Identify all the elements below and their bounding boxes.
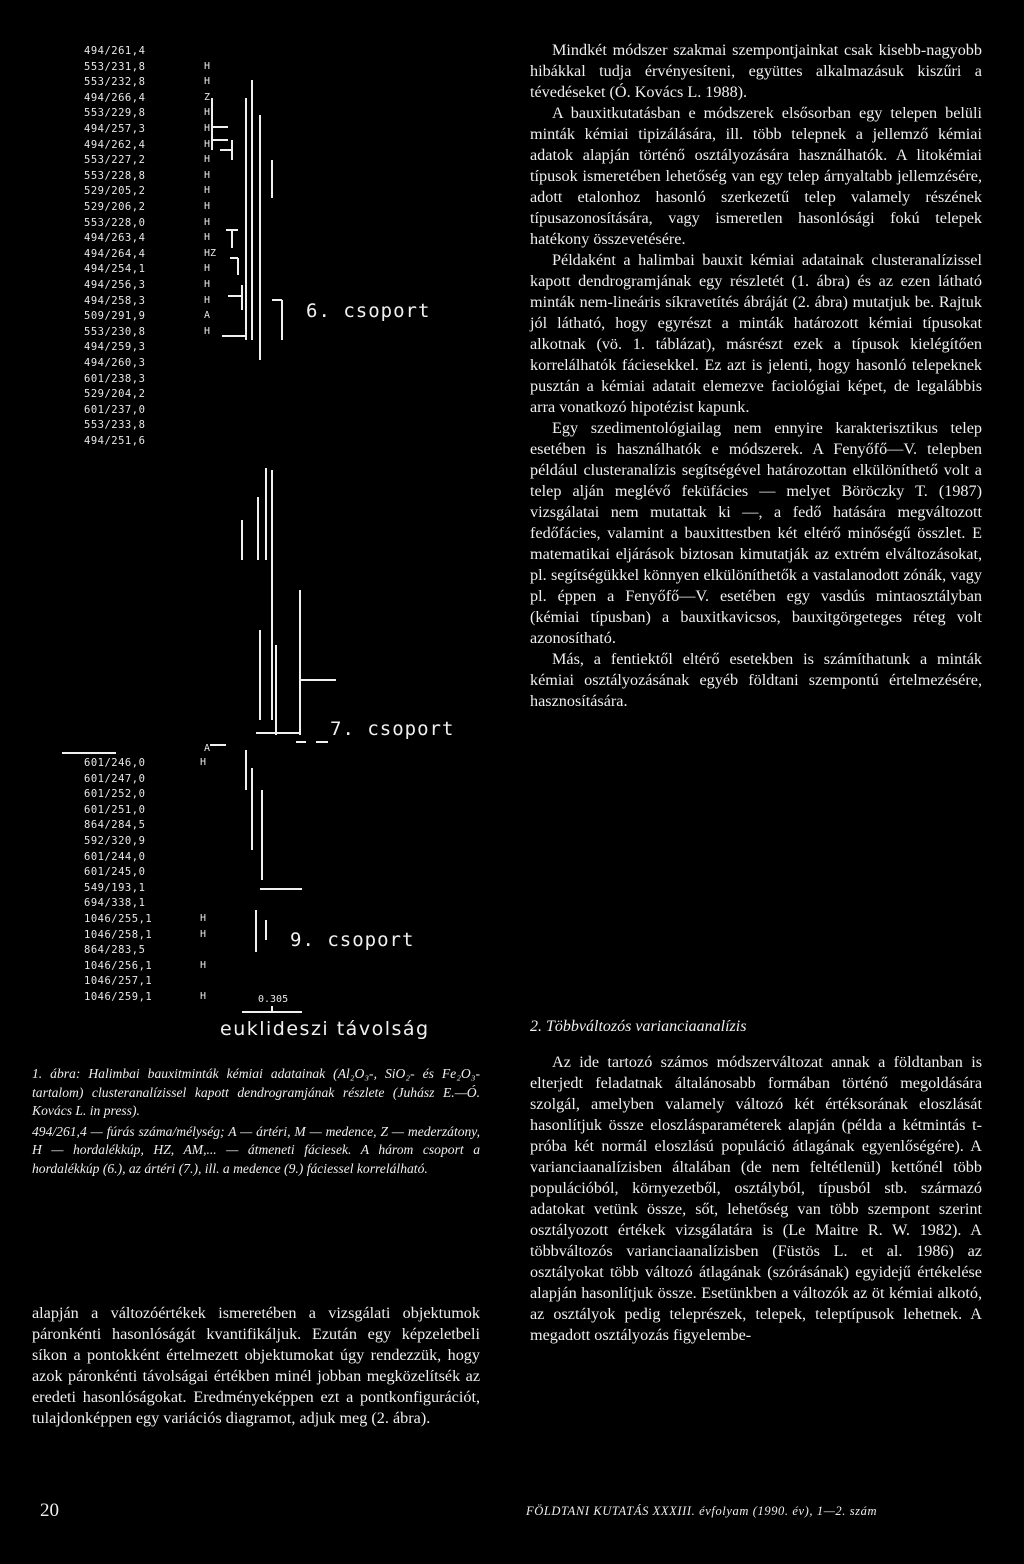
- dendrogram-figure: [0, 0, 520, 1060]
- group1-sample-facies-code: H: [204, 76, 211, 88]
- group1-sample-label: 553/233,8: [84, 419, 146, 432]
- figure-caption: [32, 1065, 480, 1179]
- group1-sample-label: 529/204,2: [84, 388, 146, 401]
- group2-sample-facies-code: H: [200, 991, 207, 1002]
- group1-sample-label: 494/257,3: [84, 123, 146, 135]
- journal-footer: FÖLDTANI KUTATÁS XXXIII. évfolyam (1990. év), 1—2. szám: [526, 1504, 878, 1518]
- right-paragraph: Példaként a halimbai bauxit kémiai adatainak clusteranalízissel kapott dendrogramjának egy részletét (1. ábra) és az ezen látható minták nem-lineáris síkravetítés ábráját (2. ábra) mutatjuk be. Rajtuk jól látható, hogy egyrészt a minták határozott kémiai típusokat alkotnak (vö. 1. táblázat), másrészt ezek a típusok kielégítően korrelálhatók fáciesekkel. Ez azt is jelenti, hogy hasonló telepeknek pusztán a kémiai adatait elemezve faciológiai képet, de legalábbis arra vonatkozó hipotézist kapunk.: [530, 251, 982, 416]
- group1-sample-label: 494/262,4: [84, 138, 146, 151]
- group2-sample-label: 1046/256,1: [84, 959, 153, 972]
- group2-sample-label: 1046/259,1: [84, 991, 153, 1003]
- group1-sample-label: 494/254,1: [84, 263, 146, 276]
- group1-sample-label: 494/259,3: [84, 341, 146, 354]
- group2-sample-label: 1046/257,1: [84, 975, 153, 988]
- right-column-text: [530, 40, 982, 712]
- group1-sample-label: 494/266,4: [84, 91, 146, 104]
- group1-sample-label: 494/260,3: [84, 357, 146, 369]
- group-label-9: 9. csoport: [290, 929, 415, 951]
- group2-sample-label: 1046/258,1: [84, 928, 153, 941]
- group1-sample-label: 494/264,4: [84, 247, 146, 260]
- group1-sample-facies-code: H: [204, 279, 211, 290]
- group1-sample-facies-code: H: [204, 169, 211, 181]
- group2-sample-label: 694/338,1: [84, 897, 146, 910]
- group1-sample-facies-code: H: [204, 263, 211, 275]
- scale-value: 0.305: [258, 994, 289, 1005]
- group2-sample-label: 601/247,0: [84, 772, 146, 785]
- group1-sample-label: 553/229,8: [84, 107, 146, 120]
- group1-sample-label: 601/237,0: [84, 403, 146, 416]
- group1-sample-label: 601/238,3: [84, 372, 146, 385]
- group1-sample-label: 509/291,9: [84, 310, 146, 323]
- group1-sample-label: 494/263,4: [84, 232, 146, 245]
- caption-title: 1. ábra: Halimbai bauxitminták kémiai adatainak (Al₂O₃-, SiO₂- és Fe₂O₃-tartalom) clusteranalízissel kapott dendrogramjának részlete (Juhász E.—Ó. Kovács L. in press).: [32, 1066, 480, 1119]
- group2-sample-label: 601/251,0: [84, 803, 146, 816]
- group2-sample-label: 864/284,5: [84, 819, 146, 832]
- group2-sample-facies-code: H: [200, 757, 207, 768]
- group1-sample-facies-code: H: [204, 216, 211, 228]
- group1-sample-label: 553/230,8: [84, 325, 146, 338]
- group2-sample-facies-code: H: [200, 913, 207, 924]
- group2-sample-label: 601/252,0: [84, 788, 146, 801]
- am-code: A: [204, 743, 211, 754]
- group2-sample-label: 592/320,9: [84, 835, 146, 847]
- group2-sample-label: 601/245,0: [84, 866, 146, 879]
- group2-sample-facies-code: H: [200, 928, 207, 940]
- group1-sample-label: 529/206,2: [84, 201, 146, 213]
- group1-sample-label: 494/258,3: [84, 294, 146, 307]
- dendrogram-lines: [0, 0, 520, 1060]
- group1-sample-facies-code: H: [204, 201, 211, 212]
- right-paragraph: Más, a fentiektől eltérő esetekben is számíthatunk a minták kémiai osztályozásának egyéb földtani szempontú értelmezésére, hasznosítására.: [530, 650, 982, 710]
- group1-sample-facies-code: H: [204, 294, 211, 306]
- group1-sample-facies-code: H: [204, 232, 211, 244]
- group-label-7: 7. csoport: [330, 718, 455, 740]
- section-heading: 2. Többváltozós varianciaanalízis: [530, 1018, 747, 1035]
- group1-sample-facies-code: H: [204, 185, 211, 197]
- group1-sample-facies-code: H: [204, 138, 211, 150]
- group1-sample-label: 494/256,3: [84, 279, 146, 291]
- right-column-section2: [530, 1052, 982, 1346]
- group1-sample-label: 553/231,8: [84, 60, 146, 73]
- group2-sample-label: 1046/255,1: [84, 913, 153, 925]
- caption-legend: 494/261,4 — fúrás száma/mélység; A — ártéri, M — medence, Z — mederzátony, H — hordalékkúp, HZ, AM,... — átmeneti fáciesek. A három csoport a hordalékkúp (6.), az ártéri (7.), ill. a medence (9.) fáciessel korrelálható.: [32, 1123, 480, 1176]
- right-paragraph: Mindkét módszer szakmai szempontjainkat csak kisebb-nagyobb hibákkal tudja érvényesíteni, együttes alkalmazásuk kiszűri a tévedéseket (Ó. Kovács L. 1988).: [530, 41, 982, 101]
- group1-sample-label: 553/232,8: [84, 76, 146, 89]
- group1-sample-facies-code: HZ: [204, 247, 217, 259]
- group1-sample-facies-code: H: [204, 107, 211, 119]
- group2-sample-label: 864/283,5: [84, 944, 146, 957]
- right-paragraph: A bauxitkutatásban e módszerek elsősorban egy telepen belüli minták kémiai tipizálására, ill. több telepnek a jellemző kémiai adatok alapján történő osztályozására használhatók. A litokémiai típusok ismeretében lehetőség van egy telep árnyaltabb jellemzésére, adott etalonhoz hasonló szerkezetű telep valamely részének típusazonosítására, vagy ismeretlen hasonlósági fokú telepek hatékony összevetésére.: [530, 104, 982, 248]
- group-label-6: 6. csoport: [306, 300, 431, 322]
- group1-sample-label: 529/205,2: [84, 185, 146, 198]
- group2-sample-facies-code: H: [200, 959, 207, 971]
- right-paragraph: Egy szedimentológiailag nem ennyire karakterisztikus telep esetében is használhatók e módszerek. A Fenyőfő—V. telepben például clusteranalízis segítségével határozottan elkülöníthető volt a telep alján meglévő feküfácies — melyet Böröczky T. (1987) vizsgálatai nem mutattak ki —, a fedő hatására megváltozott fedőfácies, valamint a bauxittestben két eltérő minőségű összlet. E matematikai eljárások biztosan kimutatják az extrém elváltozásokat, pl. segítségükkel könnyen elkülöníthetők a vastalanodott zónák, vagy pl. éppen a Fenyőfő—V. esetében egy vasdús mintaosztályban (kémiai típusban) a bauxitkavicsos, bauxitgörgeteges réteg volt azonosítható.: [530, 419, 982, 647]
- group1-sample-facies-code: H: [204, 123, 211, 134]
- group1-sample-facies-code: H: [204, 60, 211, 72]
- page-number: 20: [40, 1500, 59, 1521]
- group1-sample-label: 494/251,6: [84, 435, 146, 447]
- left-column-text: [32, 1303, 480, 1429]
- group1-sample-label: 494/261,4: [84, 45, 146, 57]
- section2-paragraph: Az ide tartozó számos módszerváltozat annak a földtanban is elterjedt feladatnak általánosabb formában történő megoldására szolgál, amelyben valamely változó két értéksorának eloszlását hasonlítjuk össze eloszlásparaméterek alapján (példa a kétmintás t-próba két normál eloszlású populáció átlagának egyenlőségére). A varianciaanalízisben általában (de nem feltétlenül) kettőnél több populációból, környezetből, osztályból, típusból stb. származó adatokat vetünk össze, sőt, lehetőség van több szempont szerint osztályozott értékek vizsgálatára is (Le Maitre R. W. 1982). A többváltozós varianciaanalízisben (Füstös L. et al. 1986) az osztályokat több változó átlagának (szórásának) egyidejű értékelése alapján hasonlítjuk össze. Esetünkben a változók az öt kémiai alkotó, az osztályok pedig teleprészek, telepek, teleptípusok lehetnek. A megadott osztályozás figyelembe-: [530, 1053, 982, 1344]
- group2-sample-label: 601/246,0: [84, 757, 146, 769]
- group1-sample-facies-code: H: [204, 325, 211, 337]
- group2-sample-label: 601/244,0: [84, 850, 146, 863]
- group1-sample-facies-code: Z: [204, 91, 211, 103]
- group1-sample-label: 553/227,2: [84, 154, 146, 167]
- left-paragraph: alapján a változóértékek ismeretében a vizsgálati objektumok páronkénti hasonlóságát kvantifikáljuk. Ezután egy képzeletbeli síkon a pontokként értelmezett objektumokat úgy rendezzük, hogy azok páronkénti távolságai értékben minél jobban megközelítsék az eredeti hasonlóságokat. Eredményeképpen ezt a pontkonfigurációt, tulajdonképpen egy variációs diagramot, adjuk meg (2. ábra).: [32, 1304, 480, 1427]
- group1-sample-facies-code: A: [204, 310, 211, 322]
- axis-title: euklideszi távolság: [220, 1018, 430, 1040]
- group1-sample-label: 553/228,0: [84, 216, 146, 229]
- group2-sample-label: 549/193,1: [84, 881, 146, 894]
- group1-sample-label: 553/228,8: [84, 169, 146, 182]
- group1-sample-facies-code: H: [204, 154, 211, 166]
